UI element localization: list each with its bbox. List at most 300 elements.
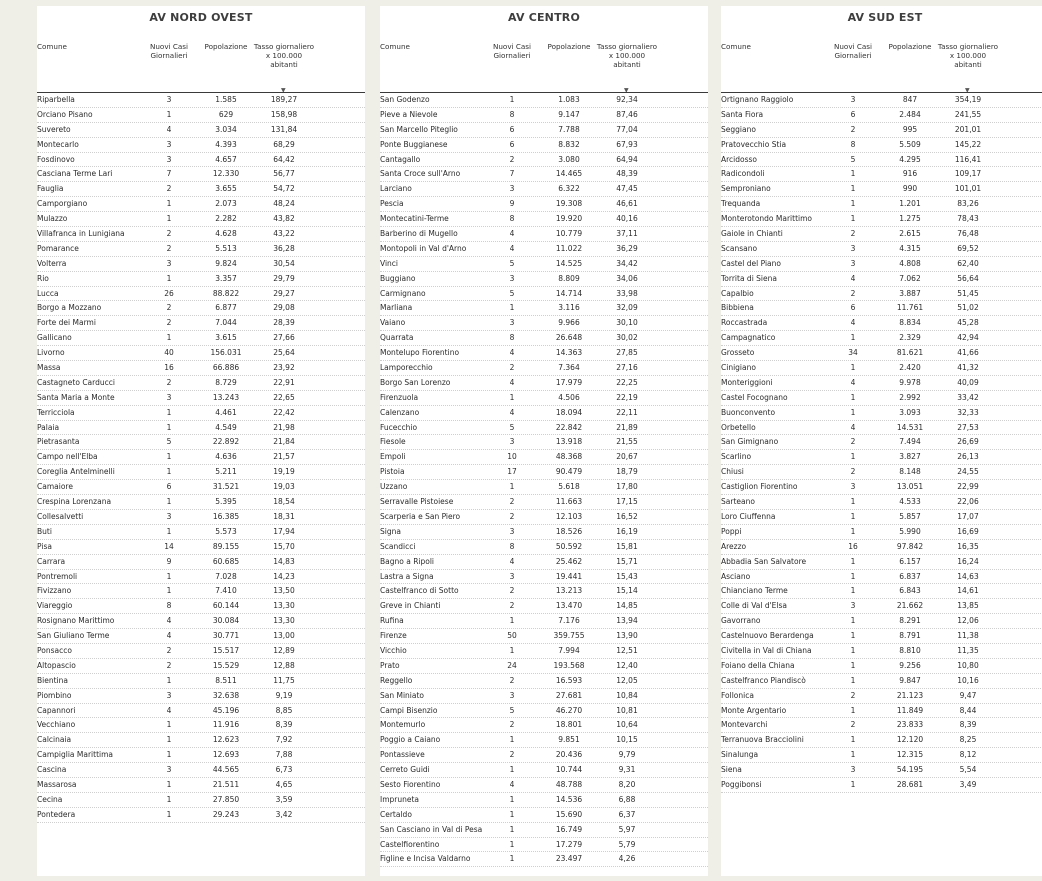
table-row xyxy=(721,525,1042,540)
cell-popolazione: 21.123 xyxy=(896,690,924,700)
table-row xyxy=(380,659,708,674)
cell-popolazione: 3.357 xyxy=(215,273,237,283)
table-row xyxy=(380,212,708,227)
table-row xyxy=(721,659,1042,674)
cell-nuovi-casi: 3 xyxy=(166,258,172,268)
cell-tasso: 62,40 xyxy=(957,258,979,268)
cell-comune: Villafranca in Lunigiana xyxy=(37,229,125,239)
table-row xyxy=(380,108,708,123)
cell-tasso: 17,15 xyxy=(616,497,638,507)
header-nuovi-casi[interactable]: Nuovi Casi Giornalieri xyxy=(149,42,189,60)
header-tasso[interactable]: Tasso giornaliero x 100.000 abitanti xyxy=(937,42,999,69)
table-row xyxy=(380,510,708,525)
cell-comune: Chianciano Terme xyxy=(721,586,788,596)
cell-nuovi-casi: 1 xyxy=(509,482,515,492)
cell-tasso: 14,61 xyxy=(957,586,979,596)
cell-tasso: 16,52 xyxy=(616,511,638,521)
cell-tasso: 42,94 xyxy=(957,333,979,343)
cell-popolazione: 27.681 xyxy=(555,690,583,700)
cell-tasso: 67,93 xyxy=(616,139,638,149)
cell-comune: San Marcello Piteglio xyxy=(380,124,458,134)
cell-comune: Cinigiano xyxy=(721,363,756,373)
cell-popolazione: 23.833 xyxy=(896,720,924,730)
cell-comune: Radicondoli xyxy=(721,169,765,179)
cell-nuovi-casi: 6 xyxy=(509,124,515,134)
cell-popolazione: 8.729 xyxy=(215,377,237,387)
cell-tasso: 20,67 xyxy=(616,452,638,462)
table-row xyxy=(37,212,365,227)
table-row xyxy=(37,376,365,391)
cell-tasso: 354,19 xyxy=(954,95,982,104)
cell-popolazione: 25.462 xyxy=(555,556,583,566)
table-row xyxy=(37,763,365,778)
cell-comune: Castel del Piano xyxy=(721,258,781,268)
cell-comune: Terranuova Bracciolini xyxy=(721,735,804,745)
cell-popolazione: 16.385 xyxy=(212,511,240,521)
cell-comune: Pescia xyxy=(380,199,404,209)
cell-popolazione: 995 xyxy=(902,124,918,134)
cell-comune: Capannori xyxy=(37,705,76,715)
cell-tasso: 69,52 xyxy=(957,243,979,253)
table-row xyxy=(721,421,1042,436)
cell-popolazione: 16.749 xyxy=(555,824,583,834)
table-row xyxy=(721,257,1042,272)
cell-comune: Vecchiano xyxy=(37,720,76,730)
table-row xyxy=(380,167,708,182)
cell-popolazione: 9.966 xyxy=(558,318,580,328)
cell-nuovi-casi: 4 xyxy=(509,348,515,358)
cell-popolazione: 9.256 xyxy=(899,660,921,670)
cell-nuovi-casi: 1 xyxy=(166,809,172,819)
cell-comune: Montelupo Fiorentino xyxy=(380,348,460,358)
cell-nuovi-casi: 4 xyxy=(166,631,172,641)
cell-tasso: 21,55 xyxy=(616,437,638,447)
cell-nuovi-casi: 7 xyxy=(509,169,515,179)
cell-nuovi-casi: 5 xyxy=(166,437,172,447)
cell-comune: Fosdinovo xyxy=(37,154,75,164)
header-comune[interactable]: Comune xyxy=(37,42,67,51)
cell-comune: Gallicano xyxy=(37,333,72,343)
cell-popolazione: 18.801 xyxy=(555,720,583,730)
header-popolazione[interactable]: Popolazione xyxy=(547,42,591,51)
table-row xyxy=(380,391,708,406)
cell-comune: Buggiano xyxy=(380,273,416,283)
cell-popolazione: 10.779 xyxy=(555,229,583,239)
cell-popolazione: 31.521 xyxy=(212,482,240,492)
cell-comune: Santa Croce sull'Arno xyxy=(380,169,461,179)
cell-nuovi-casi: 1 xyxy=(509,645,515,655)
table-row xyxy=(380,525,708,540)
table-row xyxy=(380,718,708,733)
cell-tasso: 3,42 xyxy=(275,809,293,819)
table-row xyxy=(721,465,1042,480)
header-tasso[interactable]: Tasso giornaliero x 100.000 abitanti xyxy=(253,42,315,69)
cell-comune: Scarperia e San Piero xyxy=(380,511,461,521)
cell-nuovi-casi: 1 xyxy=(850,571,856,581)
cell-nuovi-casi: 8 xyxy=(509,214,515,224)
cell-comune: Sinalunga xyxy=(721,750,759,760)
table-row xyxy=(721,540,1042,555)
cell-tasso: 19,03 xyxy=(273,482,295,492)
table-body xyxy=(380,93,708,867)
table-row xyxy=(380,838,708,853)
cell-nuovi-casi: 1 xyxy=(850,660,856,670)
sort-descending-icon[interactable]: ▼ xyxy=(965,87,970,94)
cell-tasso: 22,06 xyxy=(957,497,979,507)
cell-nuovi-casi: 3 xyxy=(850,765,856,775)
cell-popolazione: 847 xyxy=(902,95,918,104)
header-comune[interactable]: Comune xyxy=(380,42,410,51)
cell-popolazione: 29.243 xyxy=(212,809,240,819)
table-row xyxy=(37,108,365,123)
cell-comune: San Casciano in Val di Pesa xyxy=(380,824,483,834)
cell-nuovi-casi: 1 xyxy=(166,273,172,283)
cell-nuovi-casi: 1 xyxy=(509,794,515,804)
cell-comune: Colle di Val d'Elsa xyxy=(721,601,787,611)
cell-tasso: 8,25 xyxy=(959,735,977,745)
table-row xyxy=(380,808,708,823)
cell-popolazione: 81.621 xyxy=(896,348,924,358)
cell-comune: Asciano xyxy=(721,571,751,581)
table-row xyxy=(721,316,1042,331)
cell-tasso: 14,23 xyxy=(273,571,295,581)
cell-popolazione: 60.144 xyxy=(212,601,240,611)
cell-comune: Siena xyxy=(721,765,742,775)
cell-tasso: 29,27 xyxy=(273,288,295,298)
cell-comune: Scansano xyxy=(721,243,758,253)
cell-tasso: 13,00 xyxy=(273,631,295,641)
cell-comune: Orciano Pisano xyxy=(37,109,93,119)
cell-comune: Chiusi xyxy=(721,467,744,477)
cell-comune: Viareggio xyxy=(37,601,73,611)
sort-descending-icon[interactable]: ▼ xyxy=(624,87,629,94)
cell-nuovi-casi: 1 xyxy=(166,109,172,119)
cell-comune: Monte Argentario xyxy=(721,705,787,715)
cell-comune: Monterotondo Marittimo xyxy=(721,214,812,224)
cell-comune: San Miniato xyxy=(380,690,425,700)
cell-nuovi-casi: 1 xyxy=(509,616,515,626)
cell-nuovi-casi: 1 xyxy=(850,705,856,715)
cell-popolazione: 21.511 xyxy=(212,779,240,789)
table-row xyxy=(37,153,365,168)
table-row xyxy=(380,763,708,778)
cell-tasso: 29,79 xyxy=(273,273,295,283)
cell-nuovi-casi: 3 xyxy=(509,571,515,581)
cell-popolazione: 11.663 xyxy=(555,497,583,507)
cell-popolazione: 13.918 xyxy=(555,437,583,447)
cell-tasso: 101,01 xyxy=(954,184,982,194)
table-row xyxy=(380,301,708,316)
table-row xyxy=(380,689,708,704)
cell-popolazione: 66.886 xyxy=(212,363,240,373)
cell-popolazione: 12.693 xyxy=(212,750,240,760)
cell-popolazione: 7.494 xyxy=(899,437,921,447)
cell-comune: San Giuliano Terme xyxy=(37,631,110,641)
table-row xyxy=(721,704,1042,719)
cell-nuovi-casi: 4 xyxy=(166,705,172,715)
header-nuovi-casi[interactable]: Nuovi Casi Giornalieri xyxy=(492,42,532,60)
cell-tasso: 4,26 xyxy=(618,854,636,864)
cell-nuovi-casi: 1 xyxy=(509,854,515,864)
cell-comune: Ponsacco xyxy=(37,645,72,655)
cell-comune: Massa xyxy=(37,363,61,373)
cell-comune: Greve in Chianti xyxy=(380,601,441,611)
cell-comune: Montecarlo xyxy=(37,139,79,149)
cell-nuovi-casi: 4 xyxy=(850,377,856,387)
table-row xyxy=(721,212,1042,227)
cell-popolazione: 7.994 xyxy=(558,645,580,655)
cell-tasso: 6,88 xyxy=(618,794,636,804)
cell-tasso: 16,19 xyxy=(616,526,638,536)
table-row xyxy=(37,614,365,629)
cell-popolazione: 5.509 xyxy=(899,139,921,149)
cell-comune: Ortignano Raggiolo xyxy=(721,95,794,104)
cell-comune: Coreglia Antelminelli xyxy=(37,467,115,477)
table-row xyxy=(37,316,365,331)
panel-av-sud-est xyxy=(721,6,1042,876)
panel-av-nord-ovest xyxy=(37,6,365,876)
cell-tasso: 15,81 xyxy=(616,541,638,551)
cell-comune: Collesalvetti xyxy=(37,511,84,521)
cell-comune: Montecatini-Terme xyxy=(380,214,449,224)
cell-popolazione: 14.363 xyxy=(555,348,583,358)
cell-popolazione: 2.420 xyxy=(899,363,921,373)
cell-tasso: 16,35 xyxy=(957,541,979,551)
cell-comune: Calenzano xyxy=(380,407,420,417)
table-row xyxy=(721,748,1042,763)
cell-tasso: 14,63 xyxy=(957,571,979,581)
cell-popolazione: 46.270 xyxy=(555,705,583,715)
cell-popolazione: 7.044 xyxy=(215,318,237,328)
cell-comune: Castelnuovo Berardenga xyxy=(721,631,814,641)
cell-comune: Fivizzano xyxy=(37,586,72,596)
cell-tasso: 45,28 xyxy=(957,318,979,328)
cell-nuovi-casi: 2 xyxy=(850,437,856,447)
cell-tasso: 29,08 xyxy=(273,303,295,313)
cell-comune: Serravalle Pistoiese xyxy=(380,497,454,507)
cell-nuovi-casi: 1 xyxy=(166,750,172,760)
cell-tasso: 6,37 xyxy=(618,809,636,819)
table-row xyxy=(380,629,708,644)
cell-popolazione: 5.990 xyxy=(899,526,921,536)
cell-nuovi-casi: 2 xyxy=(166,660,172,670)
cell-comune: Buti xyxy=(37,526,52,536)
cell-comune: Campi Bisenzio xyxy=(380,705,438,715)
header-tasso[interactable]: Tasso giornaliero x 100.000 abitanti xyxy=(596,42,658,69)
cell-tasso: 64,94 xyxy=(616,154,638,164)
cell-nuovi-casi: 2 xyxy=(509,586,515,596)
cell-nuovi-casi: 1 xyxy=(850,511,856,521)
cell-tasso: 46,61 xyxy=(616,199,638,209)
sort-descending-icon[interactable]: ▼ xyxy=(281,87,286,94)
cell-popolazione: 5.618 xyxy=(558,482,580,492)
cell-nuovi-casi: 5 xyxy=(509,422,515,432)
cell-comune: Larciano xyxy=(380,184,412,194)
cell-tasso: 5,97 xyxy=(618,824,636,834)
cell-nuovi-casi: 40 xyxy=(164,348,174,358)
cell-nuovi-casi: 2 xyxy=(509,511,515,521)
cell-nuovi-casi: 3 xyxy=(509,184,515,194)
cell-tasso: 30,02 xyxy=(616,333,638,343)
cell-comune: Suvereto xyxy=(37,124,71,134)
cell-popolazione: 15.690 xyxy=(555,809,583,819)
cell-comune: Crespina Lorenzana xyxy=(37,497,112,507)
table-row xyxy=(37,272,365,287)
table-row xyxy=(37,361,365,376)
cell-comune: Roccastrada xyxy=(721,318,768,328)
cell-popolazione: 12.330 xyxy=(212,169,240,179)
header-nuovi-casi[interactable]: Nuovi Casi Giornalieri xyxy=(833,42,873,60)
cell-comune: Volterra xyxy=(37,258,67,268)
table-row xyxy=(721,644,1042,659)
cell-tasso: 9,47 xyxy=(959,690,977,700)
cell-popolazione: 4.628 xyxy=(215,229,237,239)
cell-nuovi-casi: 2 xyxy=(166,243,172,253)
table-row xyxy=(380,123,708,138)
cell-nuovi-casi: 4 xyxy=(509,556,515,566)
cell-comune: Civitella in Val di Chiana xyxy=(721,645,812,655)
cell-popolazione: 7.364 xyxy=(558,363,580,373)
header-comune[interactable]: Comune xyxy=(721,42,751,51)
table-row xyxy=(721,674,1042,689)
cell-nuovi-casi: 3 xyxy=(166,511,172,521)
cell-comune: Campiglia Marittima xyxy=(37,750,113,760)
cell-comune: Barberino di Mugello xyxy=(380,229,458,239)
table-row xyxy=(380,93,708,108)
cell-popolazione: 8.834 xyxy=(899,318,921,328)
cell-popolazione: 3.116 xyxy=(558,303,580,313)
cell-nuovi-casi: 17 xyxy=(507,467,517,477)
cell-tasso: 19,19 xyxy=(273,467,295,477)
cell-tasso: 43,22 xyxy=(273,229,295,239)
cell-comune: Santa Fiora xyxy=(721,109,764,119)
cell-nuovi-casi: 1 xyxy=(509,392,515,402)
header-popolazione[interactable]: Popolazione xyxy=(888,42,932,51)
table-row xyxy=(721,480,1042,495)
cell-popolazione: 27.850 xyxy=(212,794,240,804)
table-row xyxy=(380,435,708,450)
cell-popolazione: 3.655 xyxy=(215,184,237,194)
cell-nuovi-casi: 2 xyxy=(166,645,172,655)
cell-comune: Campagnatico xyxy=(721,333,776,343)
cell-comune: Scarlino xyxy=(721,452,752,462)
cell-nuovi-casi: 1 xyxy=(509,824,515,834)
cell-tasso: 22,19 xyxy=(616,392,638,402)
cell-popolazione: 30.084 xyxy=(212,616,240,626)
cell-popolazione: 4.636 xyxy=(215,452,237,462)
table-row xyxy=(380,227,708,242)
cell-nuovi-casi: 1 xyxy=(166,675,172,685)
cell-comune: Vicchio xyxy=(380,645,407,655)
cell-popolazione: 21.662 xyxy=(896,601,924,611)
table-row xyxy=(380,153,708,168)
cell-tasso: 34,06 xyxy=(616,273,638,283)
table-row xyxy=(721,272,1042,287)
table-row xyxy=(37,257,365,272)
table-row xyxy=(37,525,365,540)
cell-comune: Uzzano xyxy=(380,482,408,492)
table-row xyxy=(721,450,1042,465)
table-row xyxy=(37,748,365,763)
cell-popolazione: 5.573 xyxy=(215,526,237,536)
cell-nuovi-casi: 1 xyxy=(850,497,856,507)
cell-nuovi-casi: 16 xyxy=(164,363,174,373)
cell-popolazione: 54.195 xyxy=(896,765,924,775)
cell-nuovi-casi: 7 xyxy=(166,169,172,179)
cell-tasso: 22,25 xyxy=(616,377,638,387)
cell-nuovi-casi: 1 xyxy=(850,586,856,596)
cell-comune: Lastra a Signa xyxy=(380,571,434,581)
cell-tasso: 9,79 xyxy=(618,750,636,760)
table-row xyxy=(37,733,365,748)
cell-nuovi-casi: 3 xyxy=(509,526,515,536)
cell-tasso: 12,40 xyxy=(616,660,638,670)
table-row xyxy=(380,331,708,346)
cell-nuovi-casi: 4 xyxy=(850,273,856,283)
cell-popolazione: 10.744 xyxy=(555,765,583,775)
cell-tasso: 36,28 xyxy=(273,243,295,253)
cell-tasso: 8,39 xyxy=(275,720,293,730)
cell-nuovi-casi: 3 xyxy=(850,601,856,611)
header-popolazione[interactable]: Popolazione xyxy=(204,42,248,51)
cell-popolazione: 6.322 xyxy=(558,184,580,194)
cell-comune: Follonica xyxy=(721,690,754,700)
cell-tasso: 33,42 xyxy=(957,392,979,402)
table-row xyxy=(37,421,365,436)
cell-nuovi-casi: 1 xyxy=(166,586,172,596)
cell-tasso: 21,84 xyxy=(273,437,295,447)
cell-popolazione: 4.315 xyxy=(899,243,921,253)
cell-tasso: 131,84 xyxy=(270,124,298,134)
cell-popolazione: 97.842 xyxy=(896,541,924,551)
cell-nuovi-casi: 2 xyxy=(509,675,515,685)
cell-comune: Castel Focognano xyxy=(721,392,788,402)
cell-nuovi-casi: 4 xyxy=(509,243,515,253)
cell-tasso: 10,80 xyxy=(957,660,979,670)
cell-tasso: 13,85 xyxy=(957,601,979,611)
cell-tasso: 24,55 xyxy=(957,467,979,477)
table-row xyxy=(721,153,1042,168)
cell-nuovi-casi: 1 xyxy=(166,779,172,789)
table-row xyxy=(380,599,708,614)
cell-popolazione: 3.615 xyxy=(215,333,237,343)
cell-popolazione: 8.809 xyxy=(558,273,580,283)
cell-tasso: 21,89 xyxy=(616,422,638,432)
cell-tasso: 41,32 xyxy=(957,363,979,373)
cell-tasso: 8,85 xyxy=(275,705,293,715)
table-row xyxy=(380,138,708,153)
cell-popolazione: 1.585 xyxy=(215,95,237,104)
cell-tasso: 54,72 xyxy=(273,184,295,194)
table-row xyxy=(721,584,1042,599)
cell-popolazione: 8.791 xyxy=(899,631,921,641)
cell-comune: Figline e Incisa Valdarno xyxy=(380,854,471,864)
cell-popolazione: 22.892 xyxy=(212,437,240,447)
cell-nuovi-casi: 1 xyxy=(166,794,172,804)
cell-popolazione: 2.615 xyxy=(899,229,921,239)
cell-tasso: 18,31 xyxy=(273,511,295,521)
cell-tasso: 48,24 xyxy=(273,199,295,209)
cell-tasso: 30,10 xyxy=(616,318,638,328)
table-row xyxy=(380,852,708,867)
cell-nuovi-casi: 2 xyxy=(850,720,856,730)
cell-comune: Pistoia xyxy=(380,467,405,477)
cell-tasso: 23,92 xyxy=(273,363,295,373)
table-row xyxy=(721,197,1042,212)
cell-popolazione: 13.213 xyxy=(555,586,583,596)
cell-popolazione: 9.147 xyxy=(558,109,580,119)
cell-tasso: 7,88 xyxy=(275,750,293,760)
